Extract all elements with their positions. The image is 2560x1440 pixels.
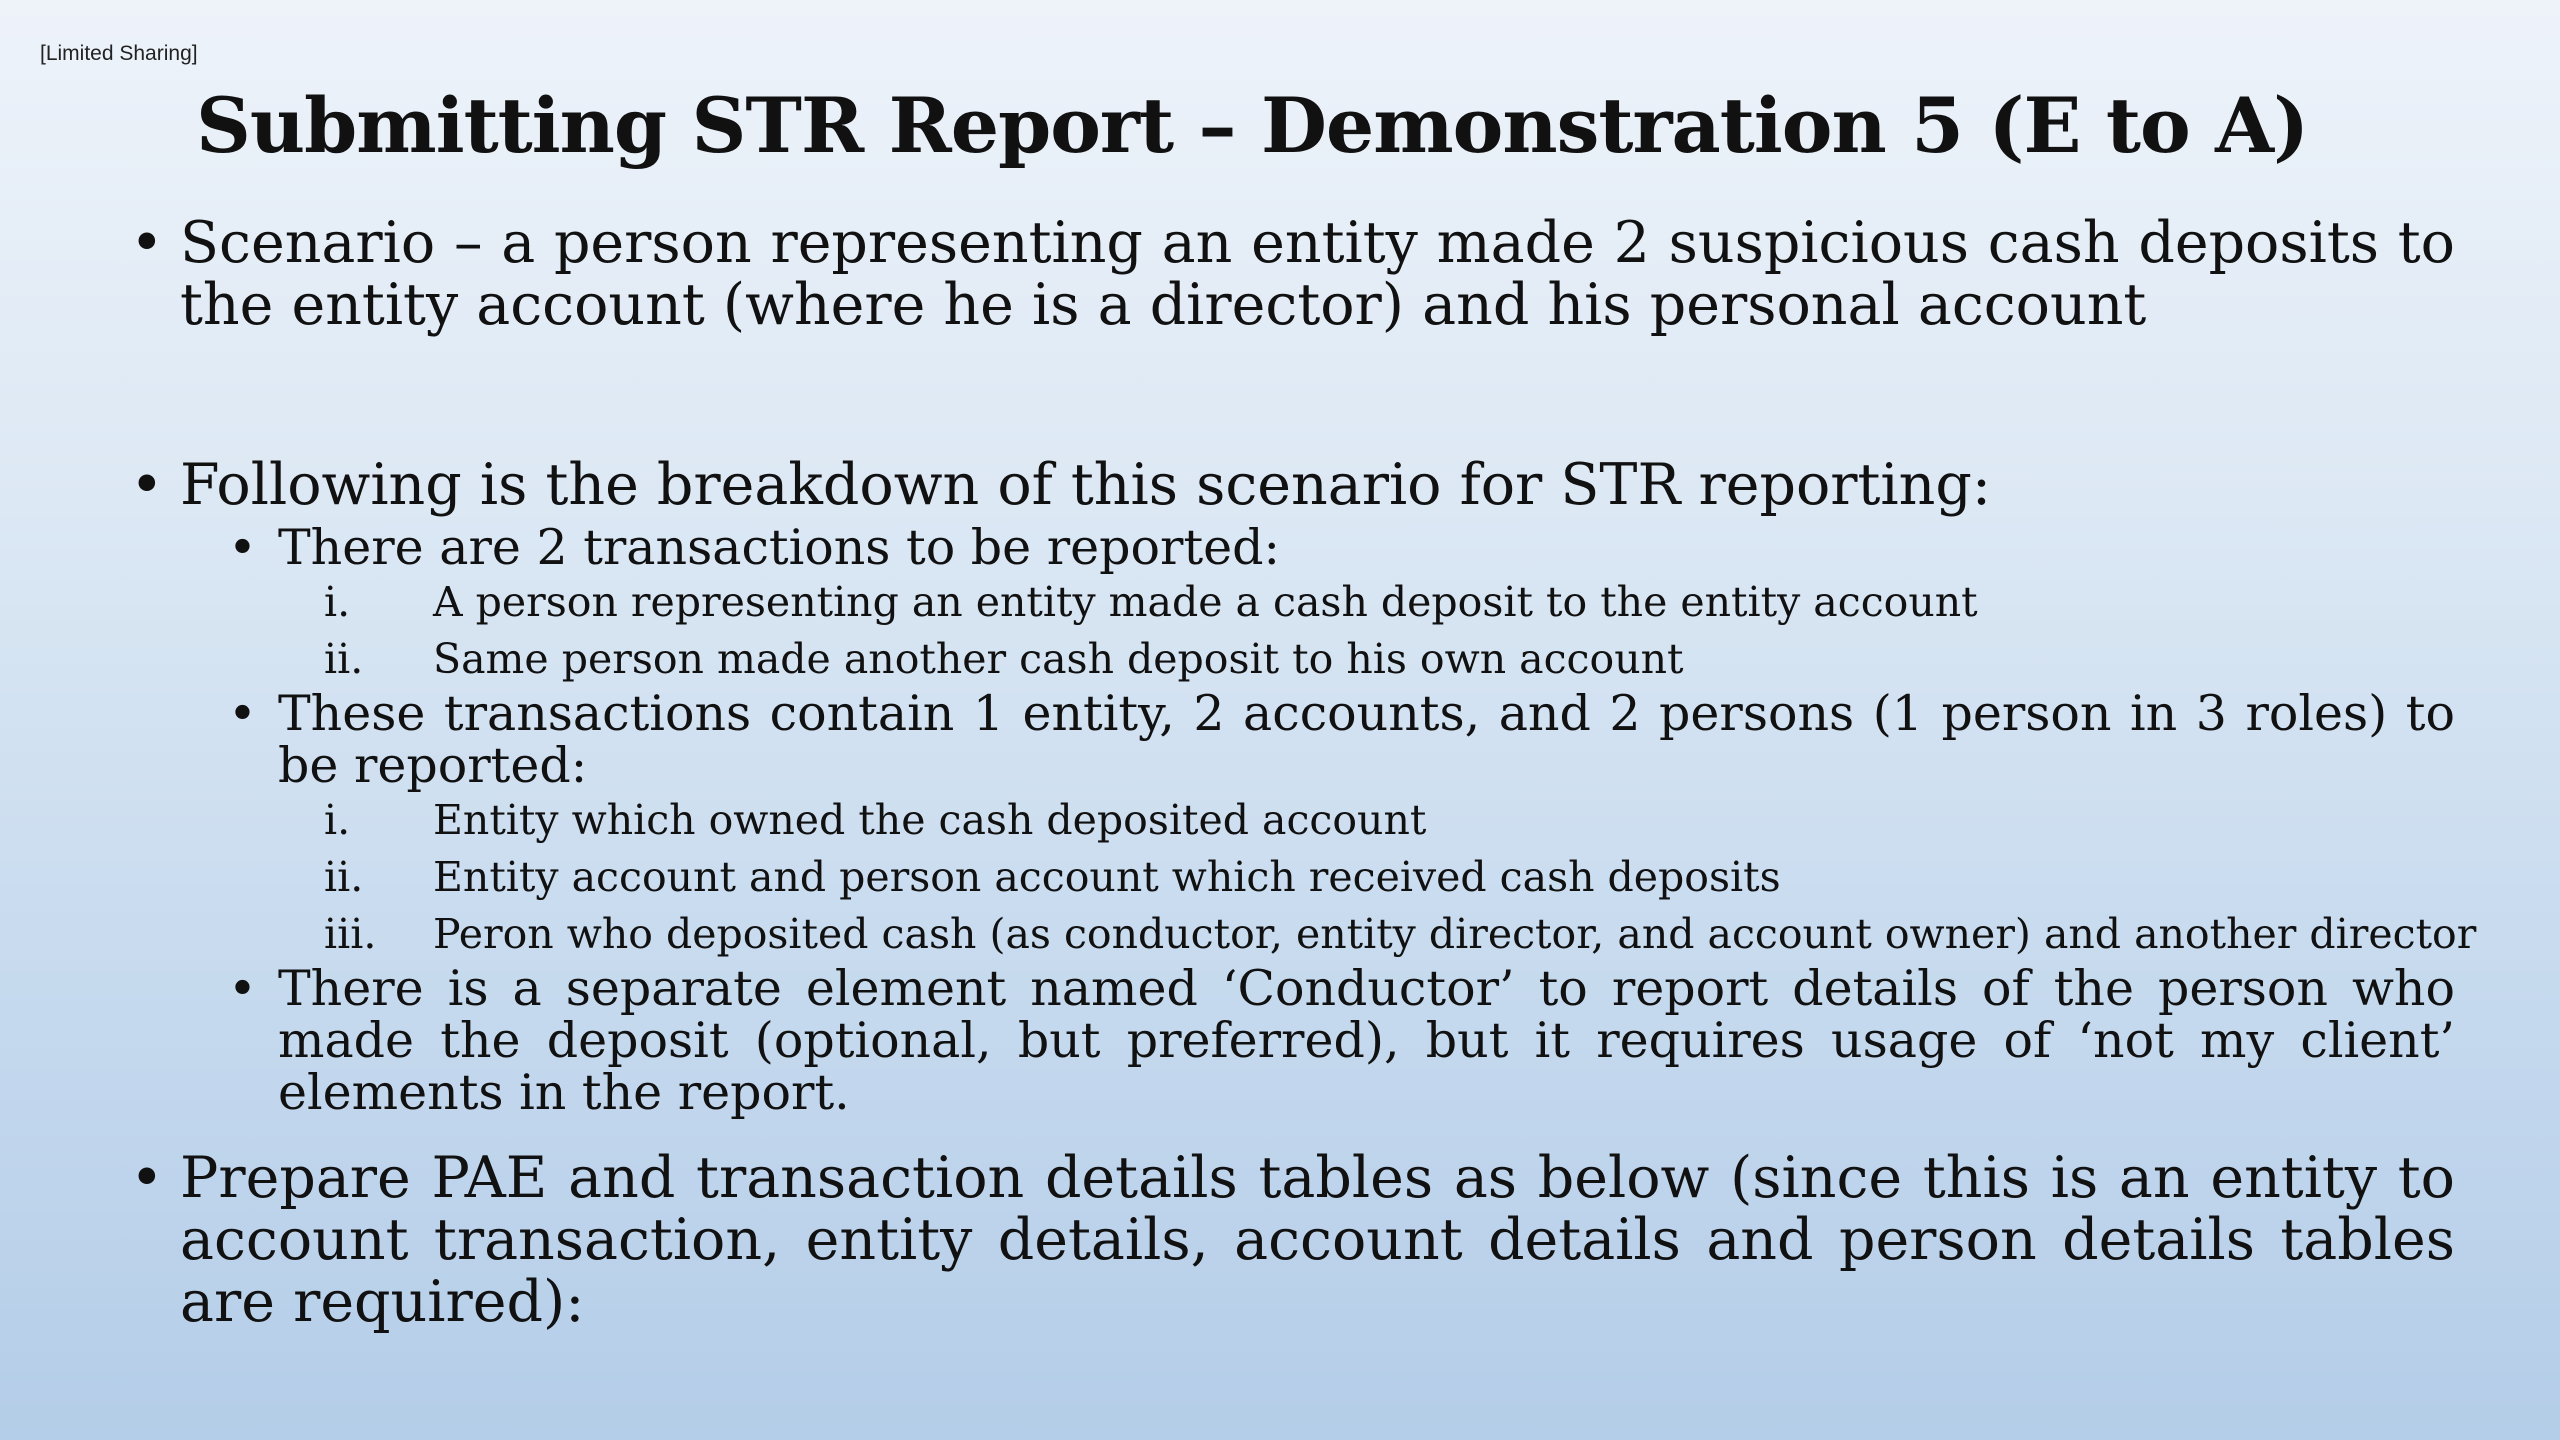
item-number: i. [324,578,351,626]
subbullet-transactions-text: There are 2 transactions to be reported: [278,519,1281,576]
bullet-dot: • [130,1145,164,1211]
item-text: Entity which owned the cash deposited account [433,796,1427,844]
bullet-dot: • [228,519,257,576]
numbered-item [130,631,2455,688]
item-text: Entity account and person account which received cash deposits [433,853,1781,901]
item-text: Same person made another cash deposit to his own account [433,635,1684,683]
item-text: A person representing an entity made a cash deposit to the entity account [433,578,1978,626]
sharing-label: [Limited Sharing] [40,42,198,65]
bullet-breakdown [130,454,2455,516]
numbered-item [130,792,2455,849]
subbullet-transactions [130,519,2455,576]
item-text: Peron who deposited cash (as conductor, entity director, and account owner) and another director [433,910,2477,958]
item-number: ii. [324,635,364,683]
item-number: iii. [324,910,377,958]
bullet-breakdown-text: Following is the breakdown of this scenario for STR reporting: [180,452,1992,518]
subbullet-conductor [130,960,2455,1121]
slide-content [130,210,2477,1335]
bullet-scenario [130,212,2455,336]
subbullet-contents-text: These transactions contain 1 entity, 2 accounts, and 2 persons (1 person in 3 roles) to be reported: [278,685,2455,794]
bullet-scenario-text: Scenario – a person representing an entity made 2 suspicious cash deposits to the entity account (where he is a director) and his personal account [180,210,2455,338]
numbered-item [130,849,2455,906]
numbered-item [130,574,2455,631]
bullet-dot: • [130,452,164,518]
item-number: ii. [324,853,364,901]
subbullet-contents [130,685,2455,794]
numbered-item [130,906,2477,963]
slide-title: Submitting STR Report – Demonstration 5 (E to A) [196,81,2309,170]
bullet-dot: • [228,960,257,1017]
bullet-dot: • [228,685,257,742]
bullet-prepare [130,1147,2455,1333]
bullet-prepare-text: Prepare PAE and transaction details tables as below (since this is an entity to account transaction, entity details, account details and person details tables are required): [180,1145,2455,1335]
bullet-dot: • [130,210,164,276]
item-number: i. [324,796,351,844]
subbullet-conductor-text: There is a separate element named ‘Conductor’ to report details of the person who made the deposit (optional, but preferred), but it requires usage of ‘not my client’ elements in the report. [278,960,2455,1121]
